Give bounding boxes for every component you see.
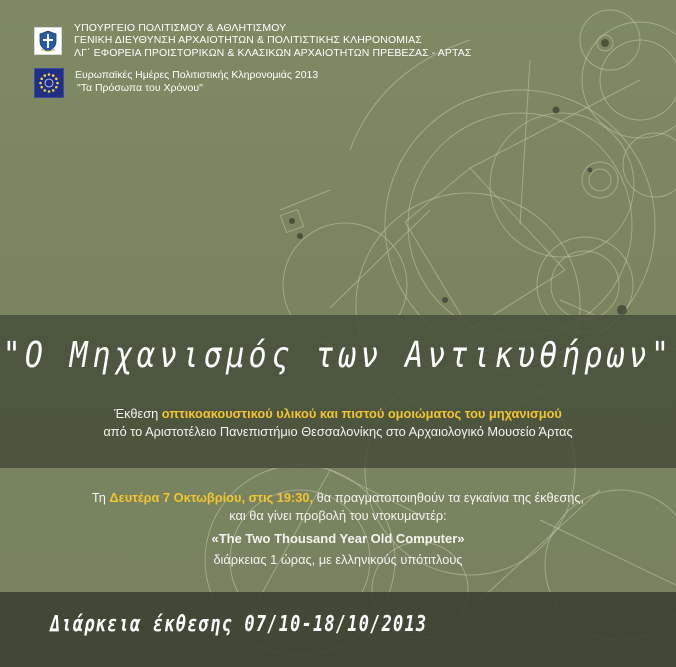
- documentary-title: «The Two Thousand Year Old Computer»: [211, 531, 465, 546]
- ministry-lines: [74, 22, 471, 59]
- heritage-days-block: [34, 68, 554, 98]
- heritage-days-lines: [75, 69, 318, 95]
- greek-state-emblem-icon: [34, 27, 62, 55]
- ministry-line: ΥΠΟΥΡΓΕΙΟ ΠΟΛΙΤΙΣΜΟΥ & ΑΘΛΗΤΙΣΜΟΥ: [74, 22, 287, 34]
- header: [34, 22, 554, 98]
- subtitle-line-2: από το Αριστοτέλειο Πανεπιστήμιο Θεσσαλονίκης στο Αρχαιολογικό Μουσείο Άρτας: [103, 424, 573, 439]
- exhibition-period: Διάρκεια έκθεσης 07/10-18/10/2013: [50, 612, 428, 638]
- exhibition-subtitle: [0, 405, 676, 441]
- subtitle-line-1: [0, 405, 676, 423]
- heritage-days-title: Ευρωπαϊκές Ημέρες Πολιτιστικής Κληρονομιάς 2013: [75, 69, 319, 82]
- opening-line: [0, 489, 676, 507]
- exhibition-title: "Ο Μηχανισμός των Αντικυθήρων": [2, 335, 674, 377]
- opening-date: Δευτέρα 7 Οκτωβρίου, στις 19:30,: [109, 490, 314, 505]
- directorate-line: ΓΕΝΙΚΗ ΔΙΕΥΘΥΝΣΗ ΑΡΧΑΙΟΤΗΤΩΝ & ΠΟΛΙΤΙΣΤΙΚΗΣ ΚΛΗΡΟΝΟΜΙΑΣ: [74, 34, 422, 47]
- subtitle-prefix: Έκθεση: [114, 406, 162, 421]
- opening-prefix: Τη: [91, 490, 110, 505]
- heritage-days-theme: "Τα Πρόσωπα του Χρόνου": [77, 82, 203, 95]
- opening-details: [0, 489, 676, 569]
- ministry-block: [34, 22, 554, 59]
- screening-line: και θα γίνει προβολή του ντοκυμαντέρ:: [229, 508, 447, 523]
- opening-suffix: θα πραγματοποιηθούν τα εγκαίνια της έκθεσης,: [313, 490, 585, 505]
- subtitle-highlight: οπτικοακουστικού υλικού και πιστού ομοιώματος του μηχανισμού: [161, 406, 562, 421]
- documentary-duration: διάρκειας 1 ώρας, με ελληνικούς υπότιτλους: [213, 552, 463, 567]
- ephorate-line: ΛΓ΄ ΕΦΟΡΕΙΑ ΠΡΟΙΣΤΟΡΙΚΩΝ & ΚΛΑΣΙΚΩΝ ΑΡΧΑΙΟΤΗΤΩΝ ΠΡΕΒΕΖΑΣ - ΑΡΤΑΣ: [74, 46, 472, 59]
- european-heritage-days-logo-icon: [34, 68, 64, 98]
